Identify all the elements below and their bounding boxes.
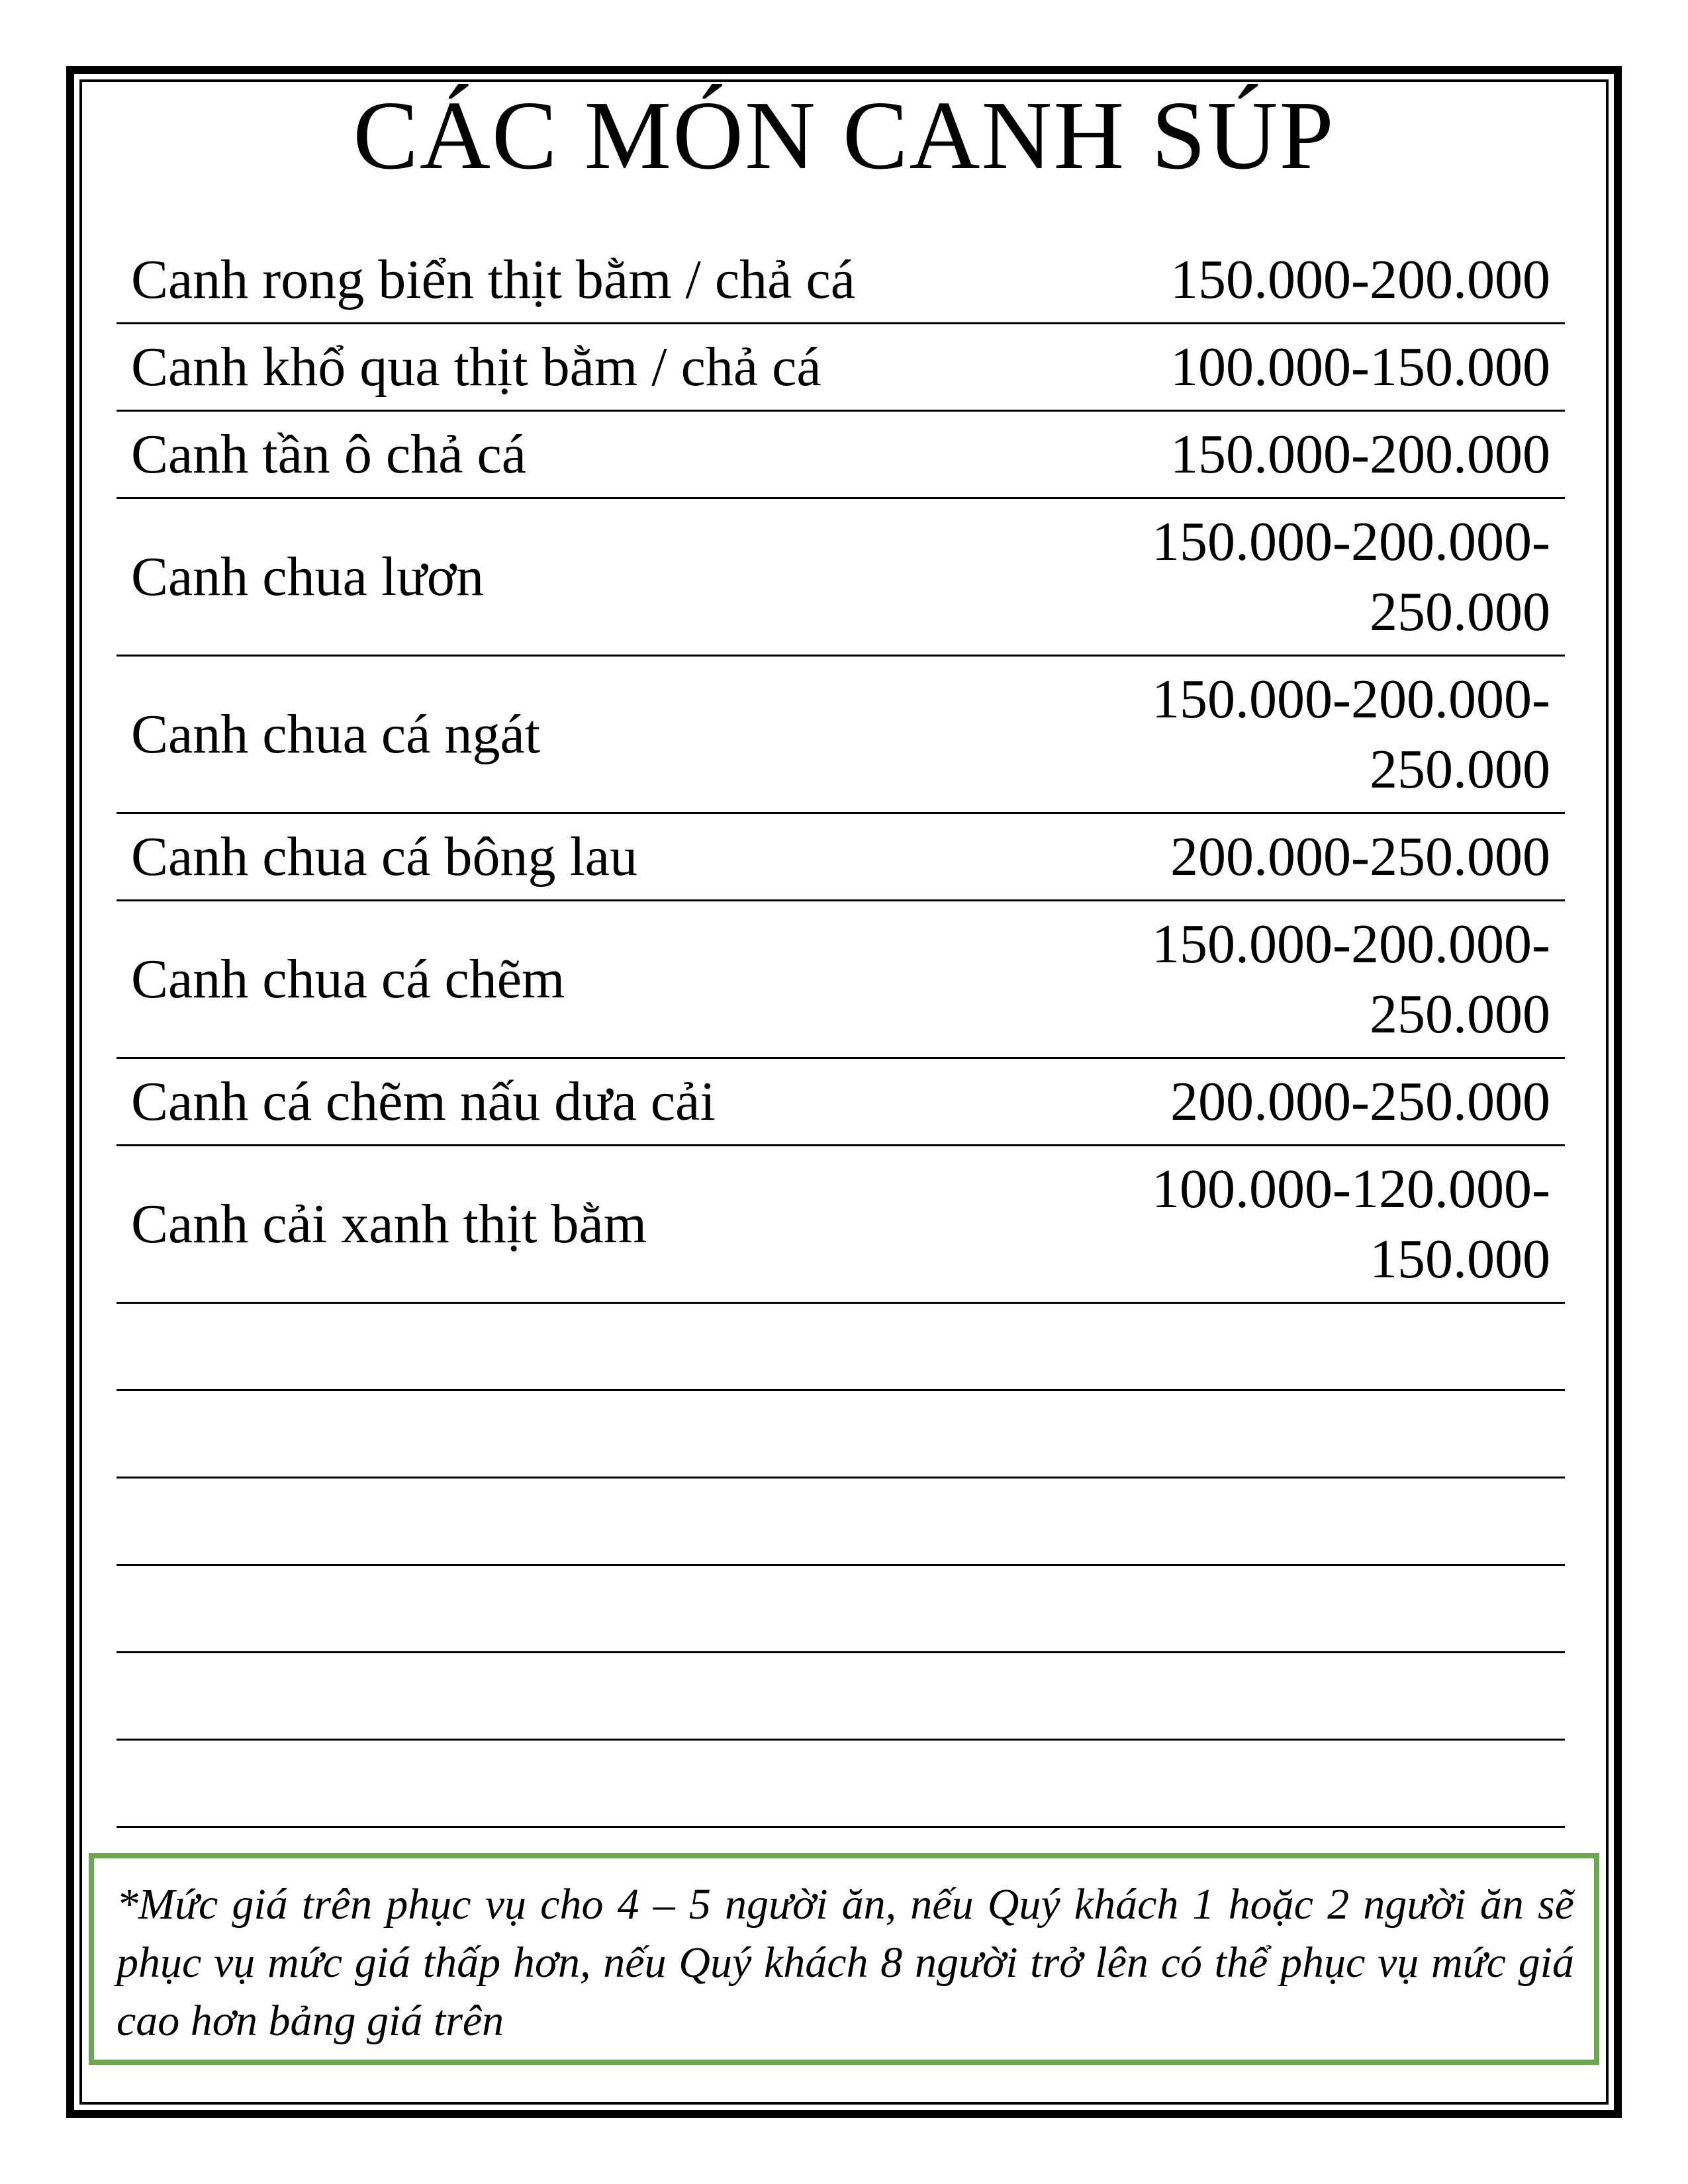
blank-entry-line [117, 1304, 1565, 1391]
dish-name: Canh chua cá chẽm [131, 948, 565, 1010]
menu-row [117, 324, 1565, 412]
dish-price: 200.000-250.000 [1170, 825, 1550, 887]
dish-name: Canh tần ô chả cá [131, 423, 527, 485]
menu-row [117, 499, 1565, 657]
blank-entry-line [117, 1741, 1565, 1828]
menu-row [117, 657, 1565, 814]
dish-name: Canh khổ qua thịt bằm / chả cá [131, 336, 821, 398]
dish-price: 150.000-200.000- 250.000 [1152, 668, 1550, 800]
dish-name: Canh rong biển thịt bằm / chả cá [131, 248, 856, 310]
pricing-note-box [89, 1853, 1599, 2065]
dish-price: 200.000-250.000 [1170, 1070, 1550, 1132]
page-title: CÁC MÓN CANH SÚP [353, 81, 1335, 190]
dish-name: Canh cá chẽm nấu dưa cải [131, 1070, 716, 1132]
dish-price: 100.000-150.000 [1170, 336, 1550, 398]
blank-entry-line [117, 1566, 1565, 1653]
menu-row [117, 1146, 1565, 1304]
dish-name: Canh chua cá ngát [131, 703, 541, 765]
dish-price: 150.000-200.000- 250.000 [1152, 510, 1550, 643]
menu-row [117, 814, 1565, 901]
dish-price: 150.000-200.000 [1170, 248, 1550, 310]
dish-price: 150.000-200.000- 250.000 [1152, 913, 1550, 1045]
menu-row [117, 901, 1565, 1059]
blank-entry-line [117, 1391, 1565, 1479]
dish-name: Canh cải xanh thịt bằm [131, 1193, 647, 1255]
blank-entry-line [117, 1479, 1565, 1566]
menu-row [117, 1059, 1565, 1146]
pricing-note: *Mức giá trên phục vụ cho 4 – 5 người ăn, nếu Quý khách 1 hoặc 2 người ăn sẽ phục vụ mức giá thấp hơn, nếu Quý khách 8 người trở lên có thể phục vụ mức giá cao hơn bảng giá trên [117, 1880, 1574, 2045]
dish-name: Canh chua cá bông lau [131, 825, 638, 887]
dish-price: 100.000-120.000- 150.000 [1152, 1158, 1550, 1290]
menu-list [117, 237, 1565, 1828]
menu-row [117, 237, 1565, 324]
menu-row [117, 412, 1565, 499]
blank-entry-line [117, 1653, 1565, 1741]
dish-name: Canh chua lươn [131, 545, 485, 608]
dish-price: 150.000-200.000 [1170, 423, 1550, 485]
